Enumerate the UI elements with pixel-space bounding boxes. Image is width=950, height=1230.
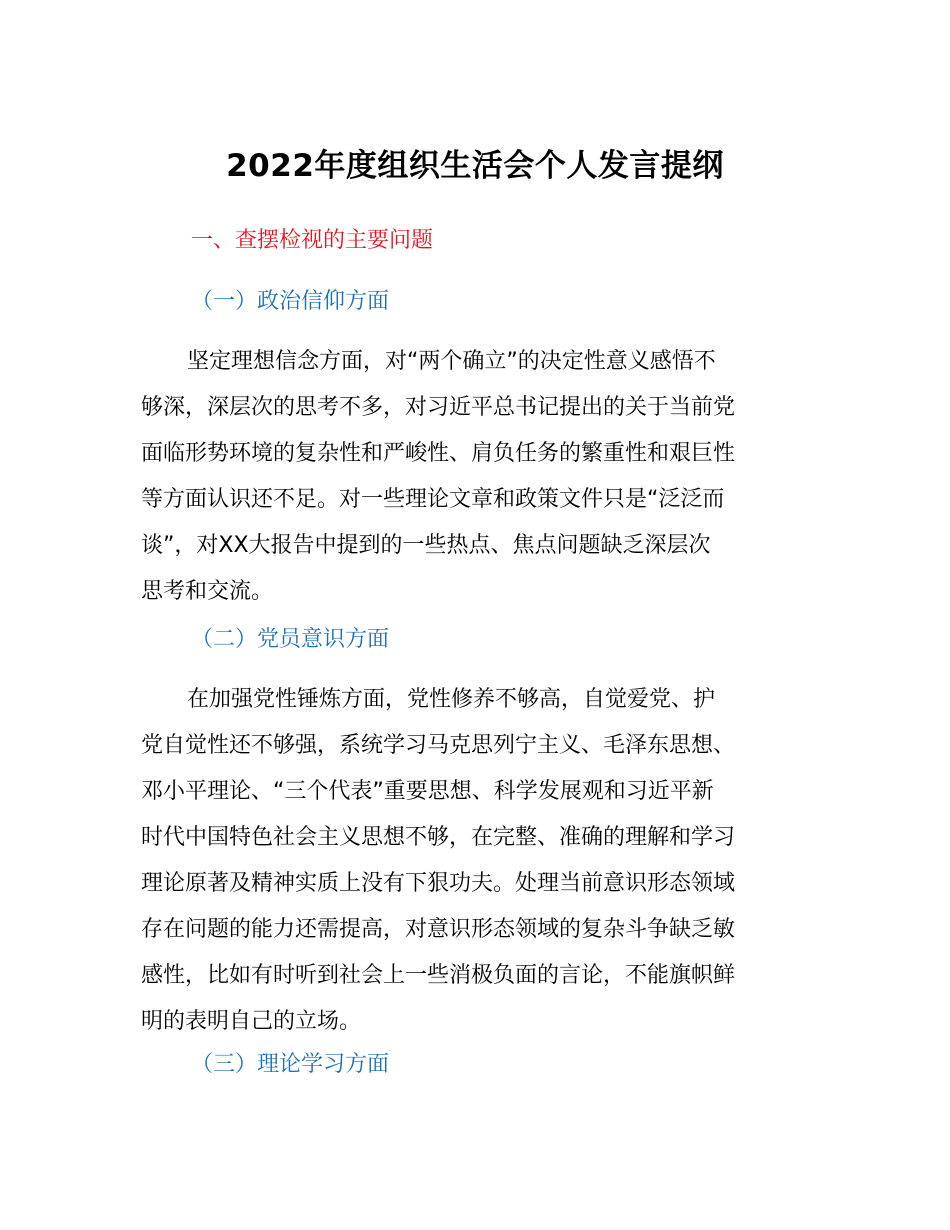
paragraph-line: 够深，深层次的思考不多，对习近平总书记提出的关于当前党 xyxy=(141,395,736,420)
paragraph-line: 思考和交流。 xyxy=(141,579,274,604)
paragraph-line: 党自觉性还不够强，系统学习马克思列宁主义、毛泽东思想、 xyxy=(141,733,736,758)
paragraph-line: 存在问题的能力还需提高，对意识形态领域的复杂斗争缺乏敏 xyxy=(141,917,736,942)
paragraph-line: 面临形势环境的复杂性和严峻性、肩负任务的繁重性和艰巨性 xyxy=(141,441,736,466)
paragraph-line: 感性，比如有时听到社会上一些消极负面的言论，不能旗帜鲜 xyxy=(141,963,736,988)
subsection-heading-2: （二）党员意识方面 xyxy=(191,627,390,652)
paragraph-line: 谈”，对XX大报告中提到的一些热点、焦点问题缺乏深层次 xyxy=(141,533,711,558)
paragraph-line: 时代中国特色社会主义思想不够，在完整、准确的理解和学习 xyxy=(141,825,736,850)
paragraph-1 xyxy=(141,339,813,615)
document-title: 2022年度组织生活会个人发言提纲 xyxy=(226,148,724,184)
subsection-heading-1: （一）政治信仰方面 xyxy=(191,289,390,314)
paragraph-line: 等方面认识还不足。对一些理论文章和政策文件只是“泛泛而 xyxy=(141,487,725,512)
subsection-heading-3: （三）理论学习方面 xyxy=(191,1052,390,1077)
paragraph-line: 明的表明自己的立场。 xyxy=(141,1009,362,1034)
paragraph-line: 在加强党性锤炼方面，党性修养不够高，自觉爱党、护 xyxy=(187,687,716,712)
section-heading: 一、查摆检视的主要问题 xyxy=(191,228,434,253)
paragraph-line: 坚定理想信念方面，对“两个确立”的决定性意义感悟不 xyxy=(187,349,716,374)
paragraph-line: 理论原著及精神实质上没有下狠功夫。处理当前意识形态领域 xyxy=(141,871,736,896)
paragraph-2 xyxy=(141,677,813,1045)
paragraph-line: 邓小平理论、“三个代表”重要思想、科学发展观和习近平新 xyxy=(141,779,714,804)
